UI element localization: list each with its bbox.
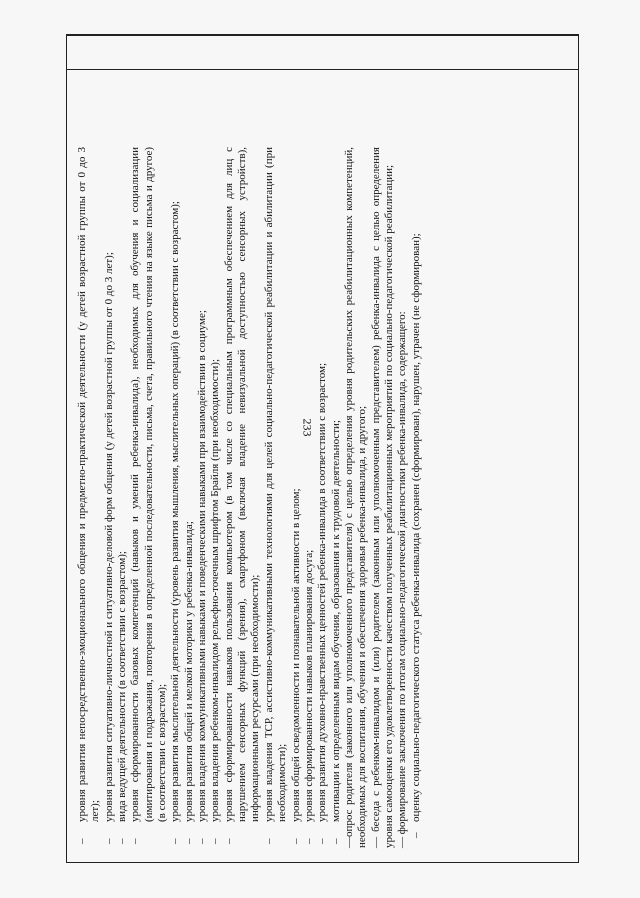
list-item [290, 147, 303, 848]
list-item-text: уровня сформированности навыков планирования досуга; [302, 549, 315, 822]
dash-marker: – [182, 838, 195, 844]
list-item-text: уровня владения коммуникативными навыками и поведенческими навыками при взаимодействии в социуме; [196, 310, 209, 822]
dash-marker: – [302, 838, 315, 844]
list-item-text: уровня общей осведомленности и познавательной активности в целом; [289, 488, 302, 822]
list-item [169, 147, 182, 848]
list-item-text: уровня владения ребенком-инвалидом рельефно-точечным шрифтом Брайля (при необходимости); [209, 358, 222, 822]
dash-marker: – [222, 838, 235, 844]
dash-marker: – [329, 838, 342, 844]
dash-marker: – [409, 832, 422, 838]
list-item [223, 147, 263, 848]
list-item [103, 147, 116, 848]
list-item [196, 147, 209, 848]
list-item [129, 147, 169, 848]
list-item-text: уровня развития ситуативно-личностной и ситуативно-деловой форм общения (у детей возрастной группы от 0 до 3 лет); [102, 252, 115, 822]
list-item [76, 147, 103, 848]
list-item-text: уровня развития мыслительной деятельности (уровень развития мышления, мыслительных операций) (в соответствии с возрастом); [169, 201, 182, 822]
dash-marker: – [262, 838, 275, 844]
list-item [263, 147, 290, 848]
dash-marker: – [289, 838, 302, 844]
table-cell-content [76, 147, 576, 848]
paragraph: — формирование заключения по итогам социально-педагогической диагностики ребенка-инвалида, содержащего: [396, 311, 409, 848]
dash-marker: – [209, 838, 222, 844]
paragraph: —опрос родителя (законного или уполномоченного представителя) с целью определения уровня родительских реабилитационных компетенций, необходимых для воспитания, обучения и обеспечения здоровья ребенка-инвалида, и другого; [342, 147, 369, 848]
list-item-text: уровня сформированности навыков пользования компьютером (в том числе со специальным программным обеспечением для лиц с нарушением сенсорных функций (зрения), смартфоном (включая владение невизуальной доступностью сенсорных устройств), информационными ресурсами (при необходимости); [222, 147, 262, 822]
dash-marker: – [76, 838, 88, 844]
paragraph: — беседа с ребенком-инвалидом и (или) родителем (законным или уполномоченным представителем) ребенка-инвалида с целью определения уровня самооценки его удовлетворенности качеством полученных реабилитационных мероприятий по социально-педагогической реабилитации; [369, 147, 395, 848]
list-item-text: вида ведущей деятельности (в соответствии с возрастом); [116, 551, 129, 822]
list-item-text: мотивации к определенным видам обучения, образования и к трудовой деятельности; [329, 420, 342, 822]
dash-marker: – [196, 838, 209, 844]
column-divider [67, 69, 578, 70]
list-item [316, 147, 329, 848]
list-item-text: уровня развития непосредственно-эмоционального общения и предметно-практической деятельности (у детей возрастной группы от 0 до 3 лет); [76, 147, 102, 822]
list-item [209, 147, 222, 848]
list-item-text: уровня развития духовно-нравственных ценностей ребенка-инвалида в соответствии с возрастом; [316, 362, 329, 822]
list-item [116, 147, 129, 848]
list-item [303, 147, 316, 848]
list-item [183, 147, 196, 848]
page-number: 233 [300, 418, 315, 437]
list-item-text: уровня сформированности базовых компетенций (навыков и умений ребенка-инвалида), необходимых для обучения и социализации (имитирования и подражания, повторения в определенной последовательности, письма, счета, правильного чтения на языке письма и другое) (в соответствии с возрастом); [129, 147, 169, 822]
table-top-border [67, 35, 578, 36]
dash-marker: – [129, 838, 142, 844]
dash-marker: – [316, 838, 329, 844]
dash-marker: – [102, 838, 115, 844]
list-item [330, 147, 343, 848]
list-item-text: уровня владения ТСР, ассистивно-коммуникативными технологиями для целей социально-педагогической реабилитации и абилитации (при необходимости); [262, 147, 289, 822]
list-item [410, 147, 423, 848]
dash-marker: – [116, 838, 129, 844]
list-item-text: оценку социально-педагогического статуса ребенка-инвалида (сохранен (сформирован), нарушен, утрачен (не сформирован); [409, 233, 422, 822]
list-item-text: уровня развития общей и мелкой моторики у ребенка-инвалида; [182, 521, 195, 822]
dash-marker: – [169, 838, 182, 844]
